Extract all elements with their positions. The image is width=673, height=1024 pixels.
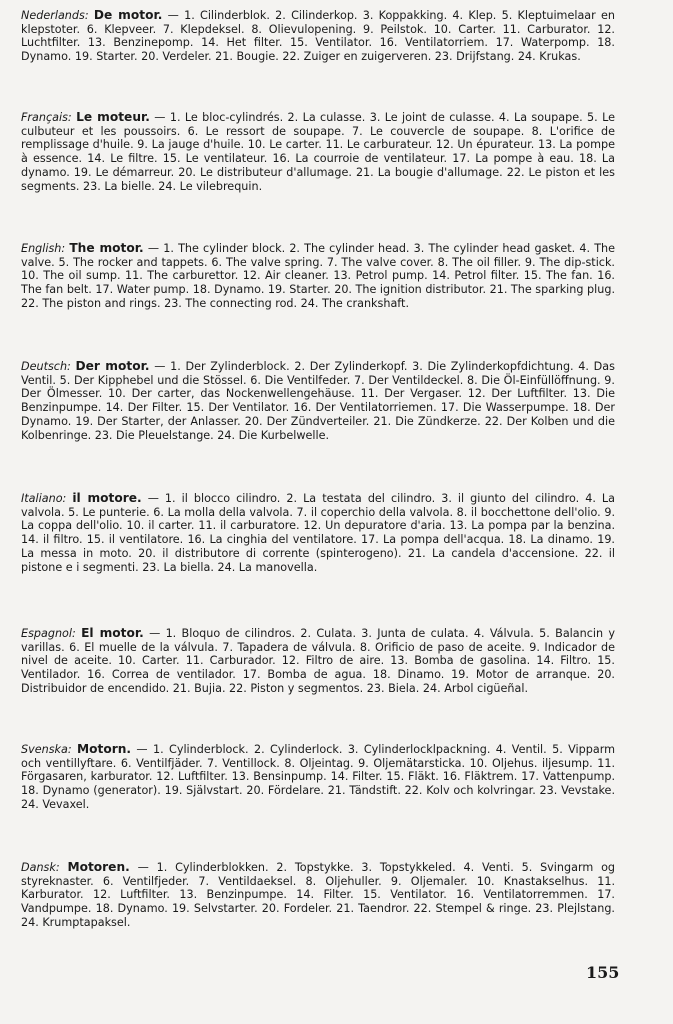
language-label: Deutsch: <box>21 360 71 373</box>
language-label: Français: <box>21 111 72 124</box>
entry-heading: Der motor. <box>75 359 150 373</box>
entry-heading: El motor. <box>81 626 144 640</box>
entry-heading: De motor. <box>93 8 163 22</box>
entry-nederlands <box>21 9 615 64</box>
entry-heading: Le moteur. <box>76 110 150 124</box>
entry-text: — 1. Der Zylinderblock. 2. Der Zylinderkopf. 3. Die Zylinderkopfdichtung. 4. Das Ventil. 5. Der Kipphebel und die Stössel. 6. Die Ventilfeder. 7. Der Ventildeckel. 8. Die Öl-Einfüllöffnung. 9. Der Ölmesser. 10. Der carter, das Nockenwellengehäuse. 11. Der Vergaser. 12. Der Luftfilter. 13. Die Benzinpumpe. 14. Der Filter. 15. Der Ventilator. 16. Der Ventilatorriemen. 17. Die Wasserpumpe. 18. Der Dynamo. 19. Der Starter, der Anlasser. 20. Der Zündverteiler. 21. Die Zündkerze. 22. Der Kolben und die Kolbenringe. 23. Die Pleuelstange. 24. Die Kurbelwelle. <box>21 360 615 442</box>
entry-italiano <box>21 492 615 574</box>
entry-heading: Motorn. <box>77 742 132 756</box>
language-label: Nederlands: <box>21 9 89 22</box>
language-label: Italiano: <box>21 492 67 505</box>
entry-svenska <box>21 743 615 812</box>
entry-text: — 1. il blocco cilindro. 2. La testata del cilindro. 3. il giunto del cilindro. 4. La valvola. 5. Le punterie. 6. La molla della valvola. 7. il coperchio della valvola. 8. il bocchettone dell'olio. 9. La coppa dell'olio. 10. il carter. 11. il carburatore. 12. Un depuratore d'aria. 13. La pompa par la benzina. 14. il filtro. 15. il ventilatore. 16. La cinghia del ventilatore. 17. La pompa dell'acqua. 18. La dinamo. 19. La messa in moto. 20. il distributore di corrente (spinterogeno). 21. La candela d'accensione. 22. il pistone e i segmenti. 23. La biella. 24. La manovella. <box>21 492 616 574</box>
language-label: English: <box>21 242 66 255</box>
entry-heading: il motore. <box>72 491 142 505</box>
entry-text: — 1. Cylinderblock. 2. Cylinderlock. 3. Cylinderlocklpackning. 4. Ventil. 5. Vipparm och ventillyftare. 6. Ventilfjäder. 7. Ventillock. 8. Oljeintag. 9. Oljemätarsticka. 10. Oljehus. iljesump. 11. Förgasaren, karburator. 12. Luftfilter. 13. Bensinpump. 14. Filter. 15. Fläkt. 16. Fläktrem. 17. Vattenpump. 18. Dynamo (generator). 19. Självstart. 20. Fördelare. 21. Tändstift. 22. Kolv och kolvringar. 23. Vevstake. 24. Vevaxel. <box>21 743 616 811</box>
entry-english <box>21 242 615 311</box>
page-number: 155 <box>586 963 620 982</box>
entry-text: — 1. Cylinderblokken. 2. Topstykke. 3. Topstykkeled. 4. Venti. 5. Svingarm og styreknaster. 6. Ventilfjeder. 7. Ventildaeksel. 8. Oljehuller. 9. Oljemaler. 10. Knastakselhus. 11. Karburator. 12. Luftfilter. 13. Benzinpumpe. 14. Filter. 15. Ventilator. 16. Ventilatorremmen. 17. Vandpumpe. 18. Dynamo. 19. Selvstarter. 20. Fordeler. 21. Taendror. 22. Stempel & ringe. 23. Plejlstang. 24. Krumptapaksel. <box>21 861 616 929</box>
entry-dansk <box>21 861 615 930</box>
entry-text: — 1. Bloquo de cilindros. 2. Culata. 3. Junta de culata. 4. Válvula. 5. Balancin y varillas. 6. El muelle de la válvula. 7. Tapadera de válvula. 8. Orificio de paso de aceite. 9. Indicador de nivel de aceite. 10. Carter. 11. Carburador. 12. Filtro de aire. 13. Bomba de gasolina. 14. Filtro. 15. Ventilador. 16. Correa de ventilador. 17. Bomba de agua. 18. Dinamo. 19. Motor de arranque. 20. Distribuidor de encendido. 21. Bujia. 22. Piston y segmentos. 23. Biela. 24. Arbol cigüeñal. <box>21 627 615 695</box>
entry-text: — 1. Le bloc-cylindrés. 2. La culasse. 3. Le joint de culasse. 4. La soupape. 5. Le culbuteur et les poussoirs. 6. Le ressort de soupape. 7. Le couvercle de soupape. 8. L'orifice de remplissage d'huile. 9. La jauge d'huile. 10. Le carter. 11. Le carburateur. 12. Un épurateur. 13. La pompe à essence. 14. Le filtre. 15. Le ventilateur. 16. La courroie de ventilateur. 17. La pompe à eau. 18. La dynamo. 19. Le démarreur. 20. Le distributeur d'allumage. 21. La bougie d'allumage. 22. Le piston et les segments. 23. La bielle. 24. Le vilebrequin. <box>21 111 615 193</box>
language-label: Svenska: <box>21 743 72 756</box>
language-label: Dansk: <box>21 861 60 874</box>
entry-text: — 1. Cilinderblok. 2. Cilinderkop. 3. Koppakking. 4. Klep. 5. Kleptuimelaar en klepstoter. 6. Klepveer. 7. Klepdeksel. 8. Olievulopening. 9. Peilstok. 10. Carter. 11. Carburator. 12. Luchtfilter. 13. Benzinepomp. 14. Het filter. 15. Ventilator. 16. Ventilatorriem. 17. Waterpomp. 18. Dynamo. 19. Starter. 20. Verdeler. 21. Bougie. 22. Zuiger en zuigerveren. 23. Drijfstang. 24. Krukas. <box>21 9 615 64</box>
entry-deutsch <box>21 360 615 442</box>
entry-text: — 1. The cylinder block. 2. The cylinder head. 3. The cylinder head gasket. 4. The valve. 5. The rocker and tappets. 6. The valve spring. 7. The valve cover. 8. The oil filler. 9. The dip-stick. 10. The oil sump. 11. The carburettor. 12. Air cleaner. 13. Petrol pump. 14. Petrol filter. 15. The fan. 16. The fan belt. 17. Water pump. 18. Dynamo. 19. Starter. 20. The ignition distributor. 21. The sparking plug. 22. The piston and rings. 23. The connecting rod. 24. The crankshaft. <box>21 242 615 310</box>
entry-francais <box>21 111 615 193</box>
language-label: Espagnol: <box>21 627 76 640</box>
entry-espagnol <box>21 627 615 696</box>
entry-heading: The motor. <box>69 241 144 255</box>
entry-heading: Motoren. <box>67 860 130 874</box>
